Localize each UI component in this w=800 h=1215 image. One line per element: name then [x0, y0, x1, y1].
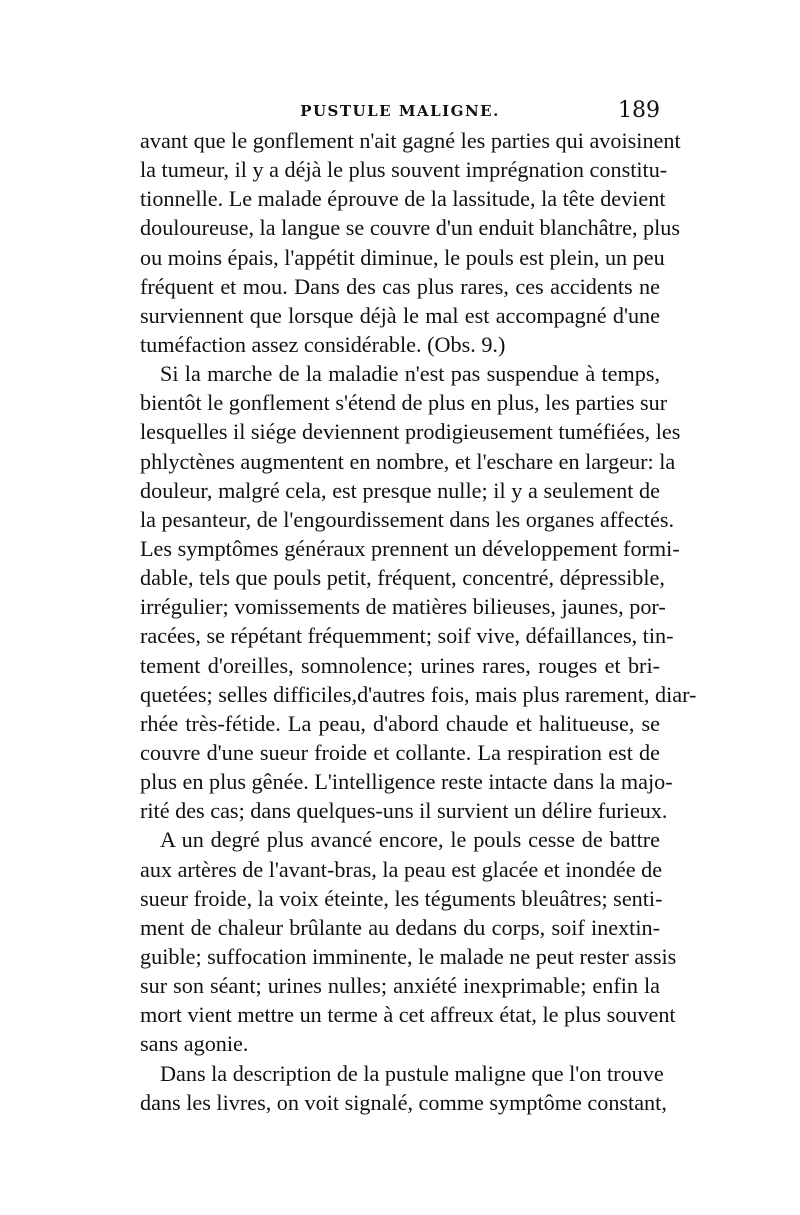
text-line: tionnelle. Le malade éprouve de la lassitude, la tête devient	[140, 186, 666, 212]
text-line: ou moins épais, l'appétit diminue, le pouls est plein, un peu	[140, 244, 665, 270]
text-line: la pesanteur, de l'engourdissement dans les organes affectés.	[140, 506, 674, 532]
text-line: aux artères de l'avant-bras, la peau est glacée et inondée de	[140, 856, 663, 882]
text-line: irrégulier; vomissements de matières bilieuses, jaunes, por-	[140, 594, 666, 620]
text-line: tement d'oreilles, somnolence; urines rares, rouges et bri-	[140, 652, 660, 678]
text-line: dable, tels que pouls petit, fréquent, concentré, dépressible,	[140, 565, 665, 591]
text-line: phlyctènes augmentent en nombre, et l'eschare en largeur: la	[140, 448, 676, 474]
text-line: avant que le gonflement n'ait gagné les parties qui avoisinent	[140, 128, 681, 153]
text-line: guible; suffocation imminente, le malade ne peut rester assis	[140, 943, 677, 969]
text-line: bientôt le gonflement s'étend de plus en plus, les parties sur	[140, 390, 668, 416]
text-line: racées, se répétant fréquemment; soif vive, défaillances, tin-	[140, 623, 674, 649]
page-number: 189	[618, 98, 660, 123]
text-line: mort vient mettre un terme à cet affreux état, le plus souvent	[140, 1002, 676, 1028]
text-line: rité des cas; dans quelques-uns il survient un délire furieux.	[140, 798, 668, 824]
running-title: PUSTULE MALIGNE.	[300, 102, 500, 120]
text-line: douleur, malgré cela, est presque nulle; il y a seulement de	[140, 477, 660, 503]
running-head	[140, 96, 660, 126]
text-line: quetées; selles difficiles,d'autres fois, mais plus rarement, diar-	[140, 681, 697, 707]
paragraph-start-line: Dans la description de la pustule maligne que l'on trouve	[160, 1060, 664, 1086]
paragraph-start-line: Si la marche de la maladie n'est pas suspendue à temps,	[160, 361, 660, 387]
text-line: sueur froide, la voix éteinte, les téguments bleuâtres; senti-	[140, 885, 663, 911]
text-line: lesquelles il siége deviennent prodigieusement tuméfiées, les	[140, 419, 681, 445]
text-line: surviennent que lorsque déjà le mal est accompagné d'une	[140, 302, 660, 328]
paragraph-start-line: A un degré plus avancé encore, le pouls cesse de battre	[160, 827, 660, 853]
text-line: sur son séant; urines nulles; anxiété inexprimable; enfin la	[140, 973, 660, 999]
text-line: rhée très-fétide. La peau, d'abord chaude et halitueuse, se	[140, 710, 660, 736]
text-line: plus en plus gênée. L'intelligence reste intacte dans la majo-	[140, 769, 673, 795]
text-line: ment de chaleur brûlante au dedans du corps, soif inextin-	[140, 914, 660, 940]
text-line: tuméfaction assez considérable. (Obs. 9.)	[140, 331, 506, 357]
text-line: Les symptômes généraux prennent un développement formi-	[140, 535, 680, 561]
text-line: sans agonie.	[140, 1031, 249, 1057]
text-line: douloureuse, la langue se couvre d'un enduit blanchâtre, plus	[140, 215, 681, 241]
body-text	[140, 126, 697, 1117]
text-line: fréquent et mou. Dans des cas plus rares, ces accidents ne	[140, 273, 660, 299]
text-line: dans les livres, on voit signalé, comme symptôme constant,	[140, 1089, 667, 1115]
text-line: couvre d'une sueur froide et collante. La respiration est de	[140, 739, 660, 765]
text-line: la tumeur, il y a déjà le plus souvent imprégnation constitu-	[140, 157, 668, 183]
